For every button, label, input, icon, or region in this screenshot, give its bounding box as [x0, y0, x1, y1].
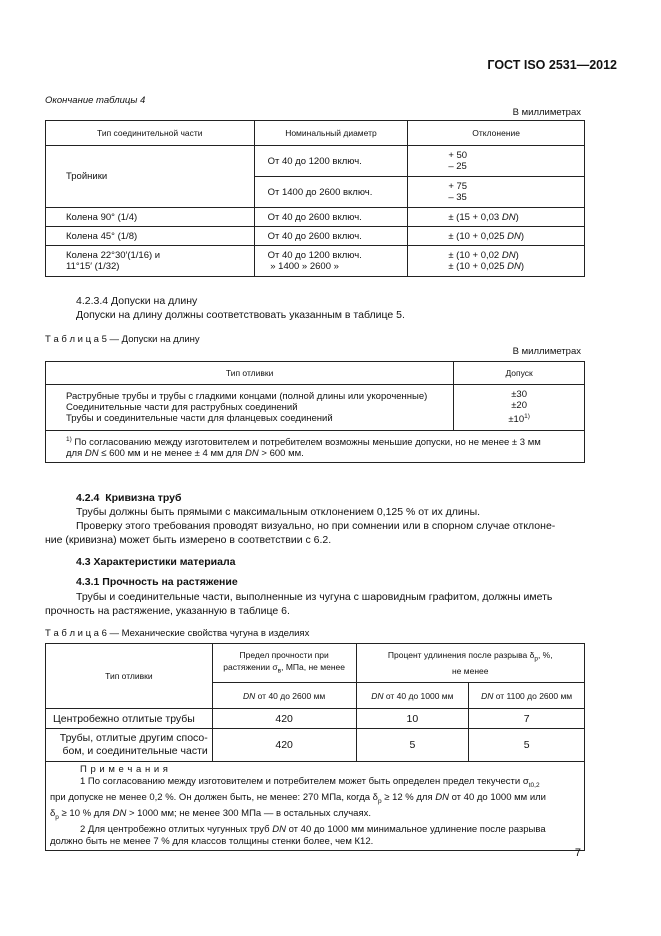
page-number: 7 — [574, 847, 581, 859]
table4-units: В миллиметрах — [512, 107, 581, 118]
table6-header-elongation: Процент удлинения после разрыва $\delta_р$, %, не менее — [356, 644, 585, 683]
table5-header-tolerance: Допуск — [454, 362, 585, 385]
bend22-deviation: ± (10 + 0,02 DN) ± (10 + 0,025 DN) — [408, 246, 585, 277]
note-1-line-2: при допуске не менее 0,2 %. Он должен быть, не менее: 270 МПа, когда $\delta_р \ge 12$ % для DN от 40 до 1000 мм или — [50, 791, 546, 805]
table6-row-elong-2: 7 — [469, 709, 585, 729]
table5-row-type: Соединительные части для раструбных соединений — [66, 402, 298, 413]
table6-subheader-2: DN от 40 до 1000 мм — [356, 683, 469, 709]
bend22-dn: От 40 до 1200 включ. » 1400 » 2600 » — [254, 246, 408, 277]
section-4234-text: Допуски на длину должны соответствовать указанным в таблице 5. — [76, 309, 405, 321]
table6-row-strength: 420 — [212, 709, 356, 729]
table6-notes-title: П р и м е ч а н и я — [80, 764, 169, 775]
table6-header-type: Тип отливки — [46, 644, 213, 709]
note-2-line-1: 2 Для центробежно отлитых чугунных труб DN от 40 до 1000 мм минимальное удлинение после разрыва — [80, 823, 546, 835]
section-431-p1a: Трубы и соединительные части, выполненные из чугуна с шаровидным графитом, должны иметь — [76, 591, 553, 603]
section-431-p1b: прочность на растяжение, указанную в таблице 6. — [45, 605, 290, 617]
bend45-label: Колена 45° (1/8) — [46, 227, 255, 246]
table6-subheader-3: DN от 1100 до 2600 мм — [469, 683, 585, 709]
table5-tolerances: ±30 ±20 $\pm 10^{1)}$ — [454, 385, 585, 431]
table5 — [45, 361, 585, 463]
table6-header-strength: Предел прочности при растяжении $\sigma_в$, МПа, не менее — [212, 644, 356, 683]
bend90-label: Колена 90° (1/4) — [46, 208, 255, 227]
table5-footnote: $^{1)}$ По согласованию между изготовителем и потребителем возможны меньшие допуски, но не менее ± 3 мм для DN ≤ 600 мм и не менее ± 4 мм для DN > 600 мм. — [46, 431, 585, 463]
table6-notes — [46, 762, 585, 851]
table5-header-type: Тип отливки — [46, 362, 454, 385]
tees-deviation-1: + 50 – 25 — [408, 146, 585, 177]
table5-row-tolerance: ±10 — [508, 414, 525, 426]
tees-dn-2: От 1400 до 2600 включ. — [254, 177, 408, 208]
bend45-deviation: ± (10 + 0,025 DN) — [408, 227, 585, 246]
note-1-line-3: $\delta_р \ge 10$ % для DN > 1000 мм; не менее 300 МПа — в остальных случаях. — [50, 807, 371, 821]
bend90-deviation: ± (15 + 0,03 DN) — [408, 208, 585, 227]
table5-types — [46, 385, 454, 431]
table5-row-tolerance: ±30 — [511, 389, 527, 401]
table5-row-type: Раструбные трубы и трубы с гладкими концами (полной длины или укороченные) — [66, 391, 428, 402]
note-1-line-1: 1 По согласованию между изготовителем и потребителем может быть определен предел текучести $\sigma_{t0,2}$ — [80, 776, 540, 789]
table5-row-tolerance: ±20 — [511, 400, 527, 412]
section-43-title: 4.3 Характеристики материала — [76, 556, 236, 568]
table6-row-strength: 420 — [212, 729, 356, 762]
table6-row-type: Центробежно отлитые трубы — [46, 709, 213, 729]
table6 — [45, 643, 585, 851]
tees-deviation-2: + 75 – 35 — [408, 177, 585, 208]
tees-dn-1: От 40 до 1200 включ. — [254, 146, 408, 177]
section-431-title: 4.3.1 Прочность на растяжение — [76, 576, 238, 588]
section-424-title: 4.2.4 Кривизна труб — [76, 492, 182, 504]
table6-subheader-1: DN от 40 до 2600 мм — [212, 683, 356, 709]
table5-units: В миллиметрах — [512, 346, 581, 357]
table5-caption: Т а б л и ц а 5 — Допуски на длину — [45, 334, 200, 345]
table4-header-type: Тип соединительной части — [46, 121, 255, 146]
table6-caption: Т а б л и ц а 6 — Механические свойства чугуна в изделиях — [45, 628, 310, 639]
section-424-p2b: ние (кривизна) может быть измерено в соответствии с 6.2. — [45, 534, 332, 546]
table4 — [45, 120, 585, 277]
bend22-label: Колена 22°30′(1/16) и 11°15′ (1/32) — [46, 246, 255, 277]
bend90-dn: От 40 до 2600 включ. — [254, 208, 408, 227]
standard-header: ГОСТ ISO 2531—2012 — [487, 58, 617, 72]
bend45-dn: От 40 до 2600 включ. — [254, 227, 408, 246]
table4-header-deviation: Отклонение — [408, 121, 585, 146]
table4-caption: Окончание таблицы 4 — [45, 95, 146, 106]
section-424-p1: Трубы должны быть прямыми с максимальным отклонением 0,125 % от их длины. — [76, 506, 481, 518]
section-4234-title: 4.2.3.4 Допуски на длину — [76, 295, 198, 307]
note-2-line-2: должно быть не менее 7 % для классов толщины стенки более, чем К12. — [50, 835, 374, 847]
table6-row-elong-1: 10 — [356, 709, 469, 729]
table6-row-elong-1: 5 — [356, 729, 469, 762]
section-424-p2a: Проверку этого требования проводят визуально, но при сомнении или в спорном случае отклоне- — [76, 520, 556, 532]
table6-row-elong-2: 5 — [469, 729, 585, 762]
tees-label: Тройники — [46, 146, 255, 208]
table4-header-dn: Номинальный диаметр — [254, 121, 408, 146]
table6-row-type: Трубы, отлитые другим спосо- бом, и соединительные части — [46, 729, 213, 762]
table5-row-type: Трубы и соединительные части для фланцевых соединений — [66, 413, 333, 424]
